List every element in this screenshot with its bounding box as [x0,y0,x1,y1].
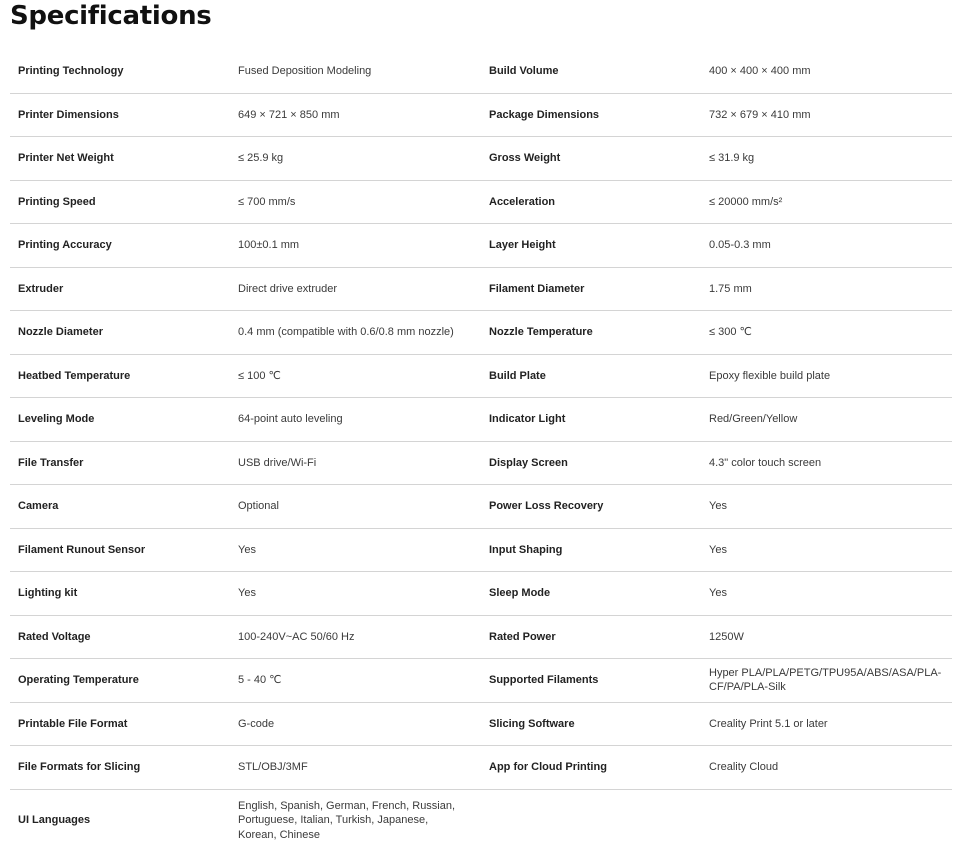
spec-value: 100-240V~AC 50/60 Hz [238,630,355,643]
spec-row [10,442,952,486]
spec-row [10,616,952,660]
spec-label: Build Volume [489,65,559,77]
specifications-table [10,50,952,852]
spec-value: Optional [238,500,279,512]
spec-value: Direct drive extruder [238,282,338,295]
spec-label: Printer Dimensions [18,108,119,121]
spec-label: Sleep Mode [489,587,551,599]
spec-label: Rated Power [489,630,556,643]
spec-row [10,485,952,529]
spec-value: Yes [238,587,256,599]
spec-row [10,224,952,268]
spec-row [10,529,952,573]
spec-label: File Transfer [18,456,84,469]
spec-label: Lighting kit [18,587,78,599]
spec-label: Input Shaping [489,543,563,556]
spec-label: Printing Technology [18,65,124,77]
spec-label: Indicator Light [489,413,566,425]
spec-value: English, Spanish, German, French, Russian, Portuguese, Italian, Turkish, Japanese, Korean, Chinese [238,799,456,841]
spec-row [10,659,952,703]
spec-value: ≤ 700 mm/s [238,195,296,208]
spec-label: Printer Net Weight [18,152,114,164]
spec-label: Build Plate [489,369,546,382]
spec-row [10,268,952,312]
spec-value: 0.05-0.3 mm [709,239,771,251]
spec-value: 649 × 721 × 850 mm [238,108,340,121]
spec-label: Filament Runout Sensor [18,543,146,556]
spec-value: 4.3" color touch screen [709,456,822,469]
spec-label: Nozzle Diameter [18,326,103,338]
spec-value: Epoxy flexible build plate [709,369,831,382]
spec-value: 0.4 mm (compatible with 0.6/0.8 mm nozzle) [238,326,454,338]
spec-value: 1250W [709,630,744,643]
spec-label: App for Cloud Printing [489,761,607,773]
spec-label: Supported Filaments [489,674,599,686]
spec-row [10,50,952,94]
spec-row [10,703,952,747]
spec-value: Creality Cloud [709,761,779,773]
spec-label: Power Loss Recovery [489,500,604,512]
spec-label: File Formats for Slicing [18,761,141,773]
spec-row [10,746,952,790]
spec-value: 64-point auto leveling [238,413,343,425]
spec-label: Acceleration [489,195,556,208]
spec-value: Yes [238,543,256,556]
spec-row [10,572,952,616]
spec-label: UI Languages [18,814,91,827]
spec-value: Hyper PLA/PLA/PETG/TPU95A/ABS/ASA/PLA-CF/PA/PLA-Silk [709,666,942,694]
spec-value: G-code [238,717,275,730]
spec-value: ≤ 31.9 kg [709,152,755,164]
spec-value: Yes [709,543,727,556]
spec-value: Yes [709,587,727,599]
spec-value: USB drive/Wi-Fi [238,456,317,469]
spec-value: Yes [709,500,727,512]
spec-label: Nozzle Temperature [489,326,593,338]
spec-label: Printing Accuracy [18,239,112,251]
spec-label: Filament Diameter [489,282,585,295]
spec-row [10,790,952,852]
spec-value: ≤ 300 ℃ [709,326,752,338]
spec-row [10,137,952,181]
spec-value: STL/OBJ/3MF [238,761,308,773]
spec-value: 400 × 400 × 400 mm [709,65,811,77]
spec-label: Gross Weight [489,152,561,164]
spec-value: ≤ 100 ℃ [238,369,281,382]
spec-label: Extruder [18,282,64,295]
spec-value: 1.75 mm [709,282,752,295]
spec-value: Creality Print 5.1 or later [709,717,828,730]
spec-row [10,398,952,442]
spec-label: Package Dimensions [489,108,600,121]
spec-label: Layer Height [489,239,556,251]
spec-value: 732 × 679 × 410 mm [709,108,811,121]
spec-label: Slicing Software [489,717,575,730]
spec-row [10,94,952,138]
spec-row [10,311,952,355]
spec-row [10,355,952,399]
spec-value: 100±0.1 mm [238,239,300,251]
spec-label: Leveling Mode [18,413,95,425]
spec-value: Red/Green/Yellow [709,413,798,425]
spec-row [10,181,952,225]
spec-value: 5 - 40 ℃ [238,674,282,686]
spec-label: Camera [18,500,59,512]
spec-value: ≤ 20000 mm/s² [709,195,783,208]
spec-label: Display Screen [489,456,568,469]
spec-label: Printable File Format [18,717,128,730]
spec-label: Printing Speed [18,195,96,208]
spec-label: Operating Temperature [18,674,139,686]
spec-label: Rated Voltage [18,630,91,643]
spec-value: ≤ 25.9 kg [238,152,284,164]
spec-value: Fused Deposition Modeling [238,65,372,77]
page-title: Specifications [10,1,212,31]
spec-label: Heatbed Temperature [18,369,131,382]
